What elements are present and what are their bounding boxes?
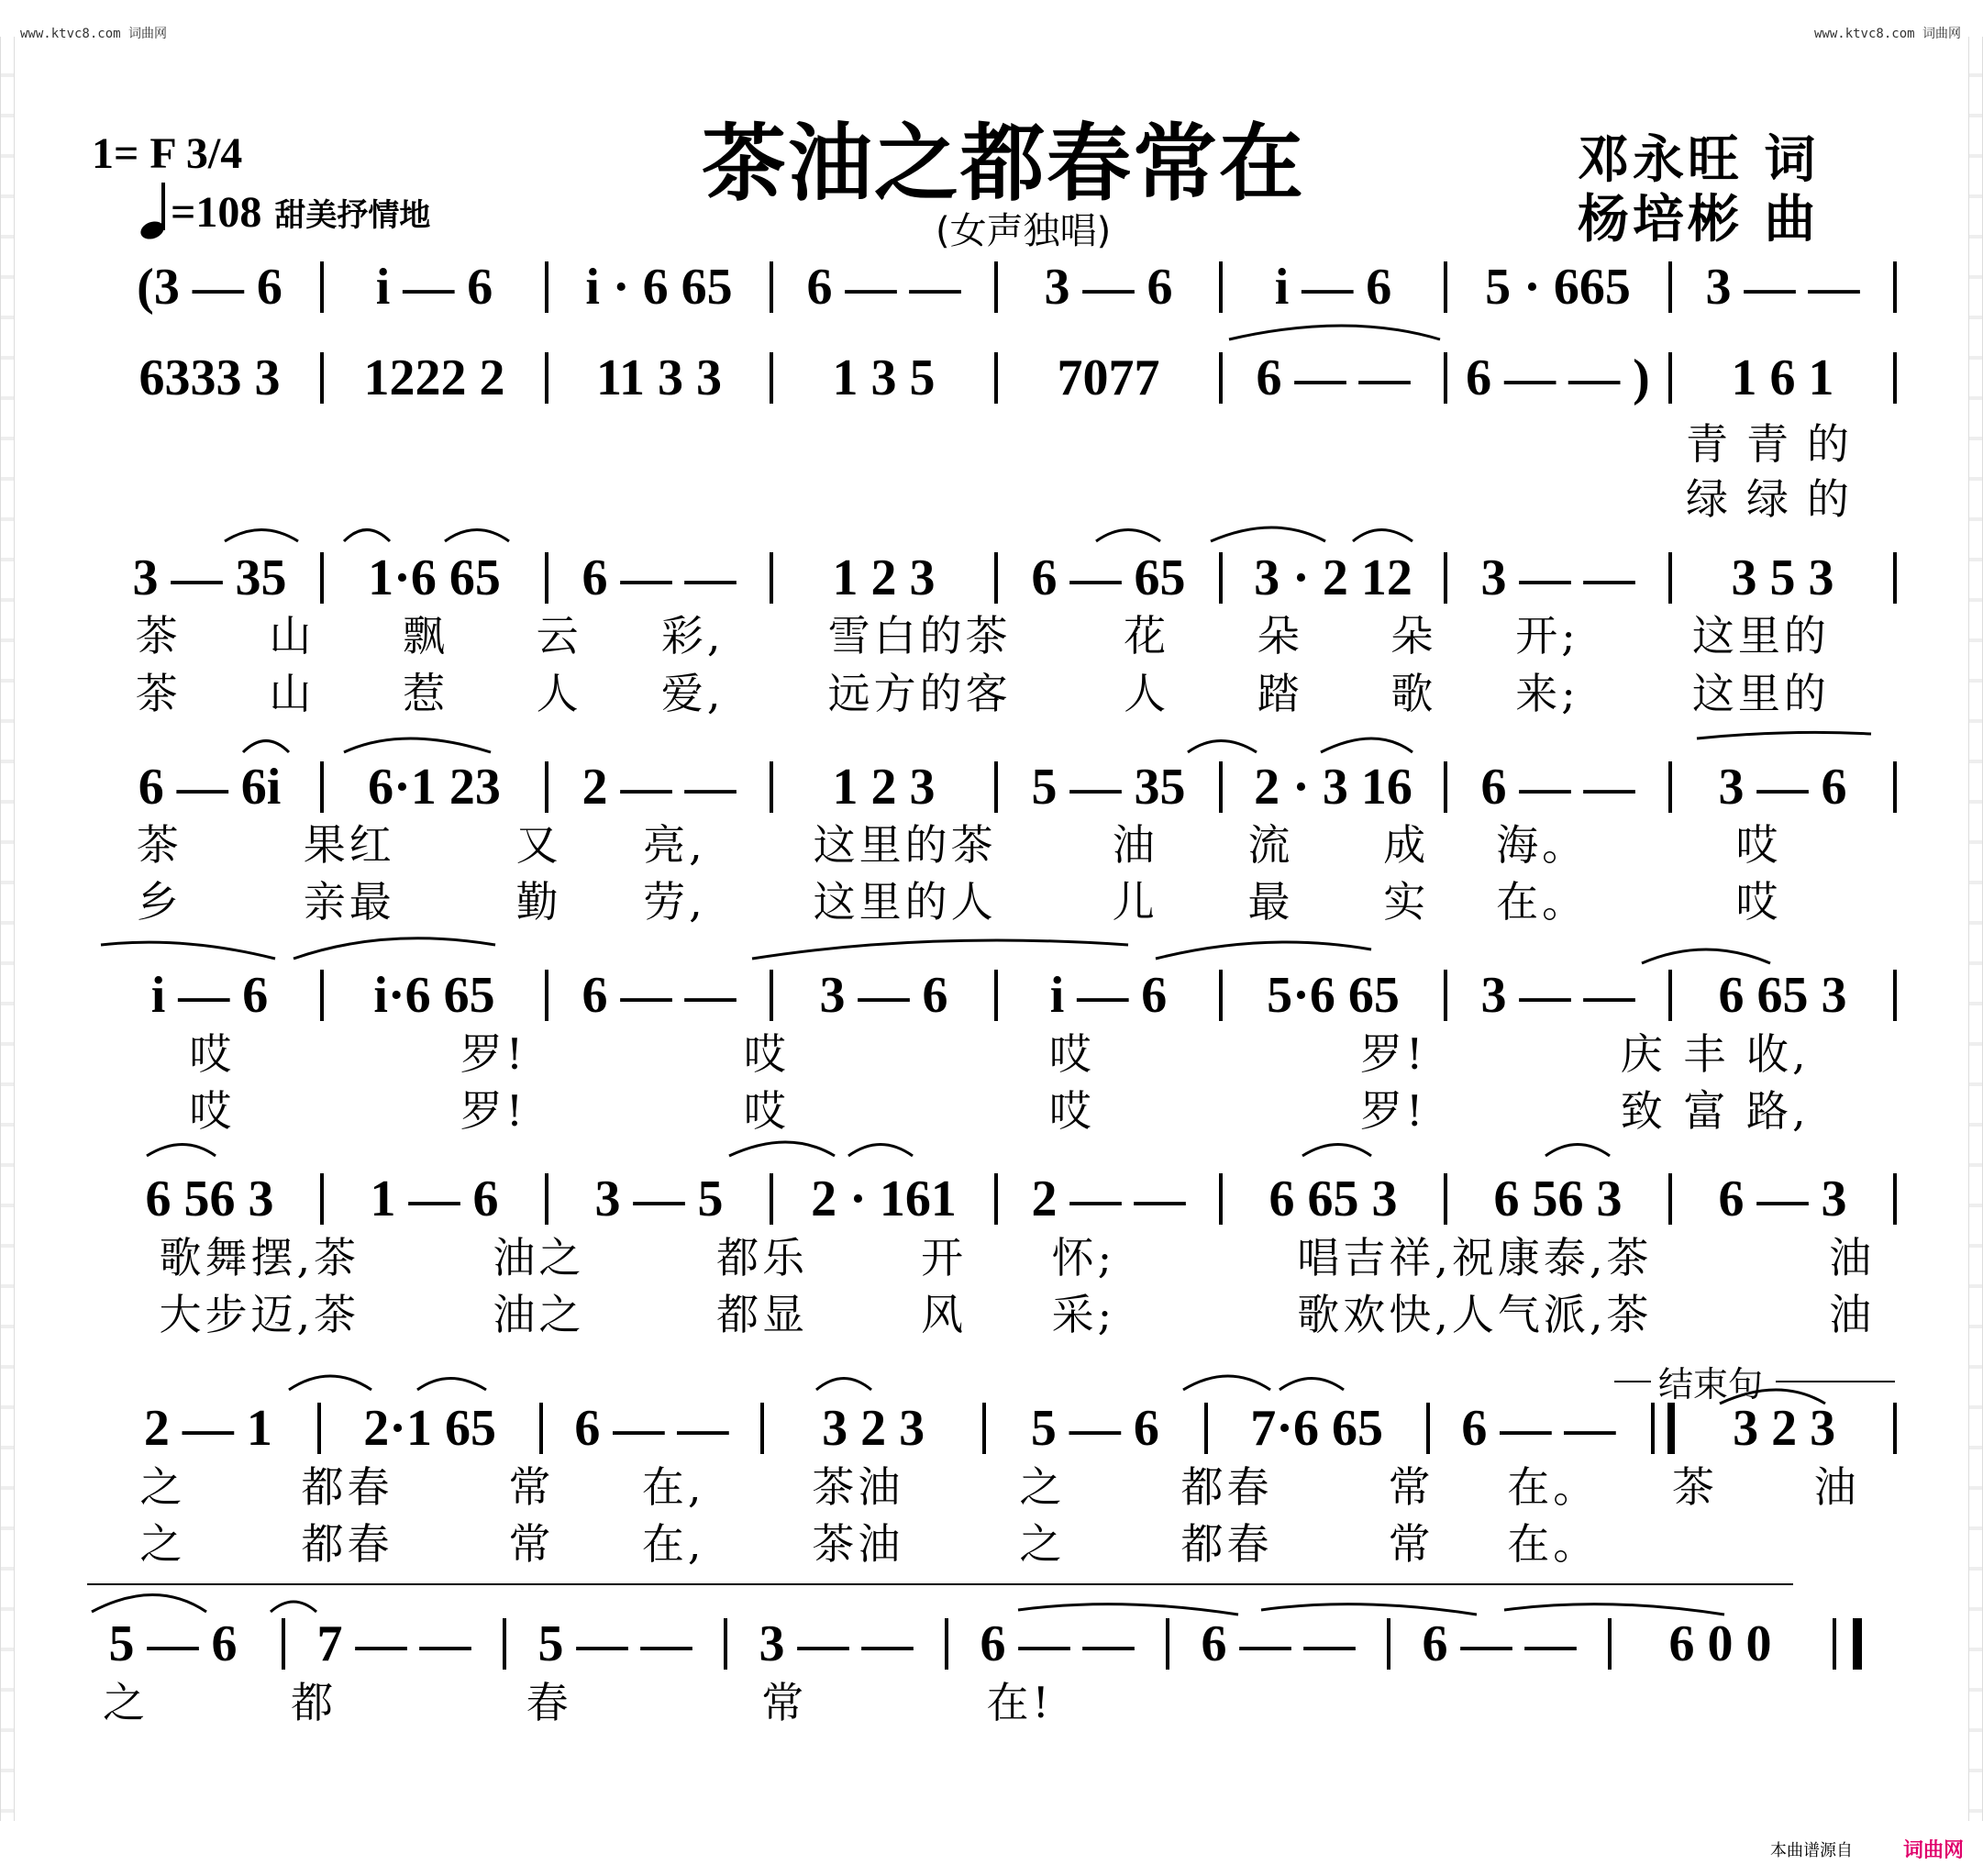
lyric-syllable: 常 [1388,1519,1435,1569]
measure: 2 — — [1031,1171,1186,1227]
measure: 6 56 3 [145,1171,274,1227]
lyric-syllable: 都春 [1180,1462,1273,1512]
measure: 1·6 65 [368,549,501,606]
measure: i · 6 65 [585,259,733,316]
lyric-syllable: 之 [139,1519,186,1569]
measure: 6 — — [574,1400,729,1457]
lyric-syllable: 歌 [1390,669,1437,718]
lyric-syllable: 实 [1383,877,1430,927]
measure: (3 — 6 [137,259,282,316]
measure: 6 — — [980,1615,1135,1672]
measure: 7077 [1057,350,1160,406]
measure: 6 65 3 [1718,967,1847,1024]
tempo-value: =108 [171,187,262,237]
measure: 1 — 6 [370,1171,499,1227]
lyric-syllable: 歌欢快,人气派,茶 [1297,1290,1653,1339]
measure: 5 · 665 [1485,259,1631,316]
measure: 3 — — [1480,967,1635,1024]
lyric-syllable: 茶 [135,669,182,718]
lyric-syllable: 都春 [301,1462,393,1512]
measure: 3 — — [1705,259,1860,316]
lyric-syllable: 儿 [1112,877,1158,927]
measure: 3 2 3 [1733,1400,1836,1457]
measure: i — 6 [1049,967,1168,1024]
measure: 6 — — [1201,1615,1356,1672]
lyric-syllable: 山 [269,669,316,718]
measure: 2 · 161 [811,1171,957,1227]
lyric-syllable: 流 [1247,820,1294,870]
watermark-right: www.ktvc8.com 词曲网 [1813,27,1961,41]
lyric-syllable: 罗! [1360,1029,1427,1079]
measure: 3 — 6 [819,967,948,1024]
lyric-syllable: 海。 [1496,820,1589,870]
lyric-syllable: 云 [536,611,582,660]
lyric-syllable: 亲最 [303,877,395,927]
lyric-syllable: 朵 [1257,611,1303,660]
measure: 1 2 3 [832,549,936,606]
lyric-syllable: 山 [269,611,316,660]
source-note: 本曲谱源自 [1770,1841,1853,1860]
lyric-syllable: 劳, [643,877,706,927]
measure: 3 2 3 [822,1400,925,1457]
measure: 7 — — [316,1615,471,1672]
measure: 6·1 23 [368,759,501,816]
measure: 3 — 5 [594,1171,724,1227]
lyric-syllable: 在。 [1496,877,1589,927]
lyric-syllable: 春 [526,1678,572,1727]
measure: i·6 65 [373,967,495,1024]
measure: 3 5 3 [1731,549,1834,606]
lyric-syllable: 爱, [660,669,725,718]
measure: 6 — — [1480,759,1635,816]
measure: 1 6 1 [1731,350,1834,406]
measure: 6 56 3 [1493,1171,1623,1227]
measure: 3 — — [1480,549,1635,606]
lyric-syllable: 油 [1813,1462,1860,1512]
lyric-syllable: 常 [1388,1462,1435,1512]
measure: 2 — 1 [143,1400,272,1457]
lyric-syllable: 来; [1515,669,1579,718]
measure: i — 6 [375,259,493,316]
site-logo: 词曲网 [1903,1839,1965,1862]
measure: 5·6 65 [1267,967,1400,1024]
lyric-syllable: 都 [291,1678,338,1727]
measure: 3 — 35 [132,549,287,606]
lyricist-credit: 邓永旺 词 [1578,129,1820,190]
lyric-syllable: 这里的 [1691,669,1830,718]
lyric-syllable: 最 [1247,877,1294,927]
lyric-syllable: 常 [508,1519,555,1569]
lyric-syllable: 常 [761,1678,808,1727]
lyric-syllable: 朵 [1390,611,1437,660]
song-subtitle: (女声独唱) [936,210,1112,252]
lyric-syllable: 踏 [1257,669,1303,718]
measure: 6 — 3 [1718,1171,1847,1227]
lyric-syllable: 远方的客 [827,669,1012,718]
lyric-syllable: 这里的茶 [813,820,997,870]
measure: 6 — 6i [138,759,282,816]
measure: 1 2 3 [832,759,936,816]
watermark-left: www.ktvc8.com 词曲网 [20,27,168,41]
lyric-syllable: 在! [986,1678,1053,1727]
measure: 6 — — [582,549,737,606]
measure: 2·1 65 [363,1400,496,1457]
lyric-syllable: 罗! [460,1029,527,1079]
lyric-syllable: 雪白的茶 [827,611,1012,660]
measure: 5 — 6 [1030,1400,1159,1457]
lyric-syllable: 大步迈,茶 [159,1290,360,1339]
lyric-syllable: 都显 [716,1290,809,1339]
lyric-syllable: 唱吉祥,祝康泰,茶 [1297,1233,1653,1282]
lyric-syllable: 开 [921,1233,968,1282]
measure: 6 — — [1422,1615,1577,1672]
lyric-syllable: 哎 [1735,820,1782,870]
lyric-syllable: 之 [1019,1519,1066,1569]
lyric-syllable: 在。 [1507,1462,1600,1512]
lyric-syllable: 致 富 路, [1620,1086,1810,1136]
lyric-syllable: 哎 [1048,1029,1095,1079]
lyric-syllable: 开; [1515,611,1579,660]
measure: 3 · 2 12 [1254,549,1412,606]
lyric-syllable: 罗! [460,1086,527,1136]
lyric-syllable: 之 [1019,1462,1066,1512]
measure: 3 — 6 [1044,259,1173,316]
measure: 2 — — [582,759,737,816]
lyric-syllable: 果红 [303,820,395,870]
lyric-syllable: 这里的人 [813,877,997,927]
lyric-syllable: 油 [1112,820,1158,870]
lyric-syllable: 罗! [1360,1086,1427,1136]
measure: 2 · 3 16 [1254,759,1412,816]
measure: i — 6 [1274,259,1392,316]
lyric-syllable: 哎 [743,1029,790,1079]
song-title: 茶油之都春常在 [702,114,1306,213]
lyric-syllable: 哎 [1048,1086,1095,1136]
lyric-syllable: 都乐 [716,1233,809,1282]
lyric-syllable: 在, [641,1519,705,1569]
lyric-syllable: 都春 [301,1519,393,1569]
key-signature: 1= F 3/4 [92,129,243,178]
lyric-syllable: 茶油 [812,1462,904,1512]
measure: 5 — — [537,1615,692,1672]
measure: 5 — 6 [108,1615,238,1672]
measure: 3 — 6 [1718,759,1847,816]
measure: 11 3 3 [596,350,722,406]
lyric-syllable: 惹 [402,669,449,718]
lyric-syllable: 亮, [643,820,706,870]
measure: 6 65 3 [1268,1171,1398,1227]
lyric-syllable: 油之 [493,1233,585,1282]
lyric-syllable: 茶 [136,820,183,870]
lyric-syllable: 飘 [402,611,449,660]
lyric-syllable: 哎 [189,1086,236,1136]
lyric-syllable: 茶 [1671,1462,1718,1512]
lyric-intro-verse1: 青青的 [1686,419,1867,469]
lyric-syllable: 油之 [493,1290,585,1339]
measure: 6 — — [1256,350,1411,406]
expression-marking: 甜美抒情地 [274,196,431,234]
measure: 6 — 65 [1031,549,1186,606]
measure: 6 0 0 [1668,1615,1772,1672]
composer-credit: 杨培彬 曲 [1578,189,1820,250]
lyric-syllable: 哎 [743,1086,790,1136]
measure: i — 6 [150,967,269,1024]
lyric-syllable: 又 [515,820,562,870]
lyric-syllable: 人 [536,669,582,718]
lyric-syllable: 歌舞摆,茶 [159,1233,360,1282]
lyric-syllable: 哎 [1735,877,1782,927]
lyric-syllable: 之 [139,1462,186,1512]
measure: 6 — — [806,259,961,316]
lyric-syllable: 在, [641,1462,705,1512]
lyric-syllable: 油 [1829,1290,1876,1339]
measure: 3 — — [759,1615,914,1672]
measure: 6 — — ) [1466,350,1650,406]
lyric-syllable: 人 [1124,669,1170,718]
measure: 1 3 5 [832,350,936,406]
lyric-syllable: 怀; [1051,1233,1116,1282]
lyric-syllable: 采; [1051,1290,1116,1339]
lyric-syllable: 都春 [1180,1519,1273,1569]
lyric-syllable: 彩, [660,611,725,660]
lyric-syllable: 庆 丰 收, [1620,1029,1810,1079]
lyric-syllable: 勤 [515,877,562,927]
measure: 6 — — [582,967,737,1024]
lyric-intro-verse2: 绿绿的 [1686,474,1867,524]
lyric-syllable: 这里的 [1691,611,1830,660]
lyric-syllable: 之 [102,1678,149,1727]
measure: 5 — 35 [1031,759,1186,816]
lyric-syllable: 花 [1124,611,1170,660]
lyric-syllable: 乡 [136,877,183,927]
lyric-syllable: 茶油 [812,1519,904,1569]
measure: 1222 2 [363,350,505,406]
lyric-syllable: 茶 [135,611,182,660]
measure: 6 — — [1461,1400,1616,1457]
lyric-syllable: 成 [1383,820,1430,870]
ending-label: 结束句 [1658,1364,1764,1404]
lyric-syllable: 在。 [1507,1519,1600,1569]
measure: 6333 3 [138,350,281,406]
lyric-syllable: 风 [921,1290,968,1339]
lyric-syllable: 油 [1829,1233,1876,1282]
measure: 7·6 65 [1250,1400,1383,1457]
lyric-syllable: 常 [508,1462,555,1512]
lyric-syllable: 哎 [189,1029,236,1079]
